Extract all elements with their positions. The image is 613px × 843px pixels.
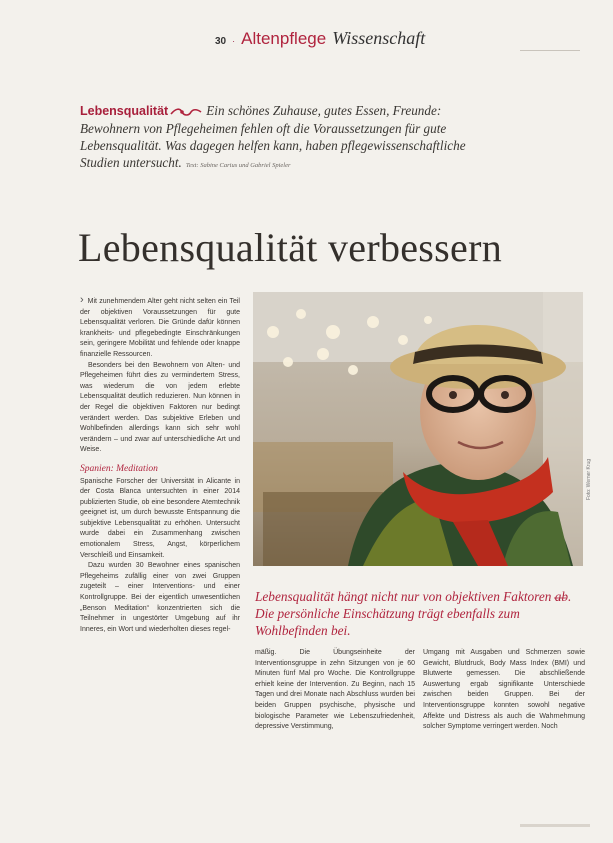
kicker: Lebensqualität: [80, 104, 169, 118]
portrait-photo: [253, 292, 583, 566]
paragraph-4: Dazu wurden 30 Bewohner eines spanischen Pflegeheims zufällig einer von zwei Gruppen zugeteilt – einer Interventions- und einer Kontrollgruppe. Bei der eigentlich unwesentlichen „Benson Meditation“ konzentrierten sich die Teilnehmer in ungestörter Umgebung auf ihr Inneres, ein Wort und wiederholten dieses regel-: [80, 562, 240, 633]
header-rule: [520, 50, 580, 51]
column-3: [423, 648, 585, 733]
column-2-text: mäßig. Die Übungseinheite der Interventionsgruppe in zehn Sitzungen von je 60 Minuten fünf Mal pro Woche. Die Kontrollgruppe erhielt keine der Intervention. Zu Beginn, nach 15 Tagen und drei Monate nach Abschluss wurden bei beiden Gruppen psychische, physische und biologische Parameter wie Lebenszufriedenheit, depressive Verstimmung,: [255, 649, 415, 731]
pull-quote: Lebensqualität hängt nicht nur von objektiven Faktoren ab. Die persönliche Einschätzung trägt ebenfalls zum Wohlbefinden bei.: [255, 589, 572, 638]
quote-dash-icon: [553, 595, 567, 601]
column-1: [80, 295, 240, 635]
column-2: [255, 648, 415, 733]
article-title: Lebensqualität verbessern: [78, 225, 503, 270]
subsection-name: Wissenschaft: [332, 28, 426, 48]
paragraph-3: Spanische Forscher der Universität in Alicante in der Costa Blanca untersuchten in einer 2014 publizierten Studie, ob eine besondere Atemtechnik geeignet ist, um durch bewusste Entspannung die subjektive Lebensqualität zu erhöhen. Untersucht wurde dabei ein Zusammenhang zwischen emotionalem Stress, Angst, körperlichem Verschleiß und Einsamkeit.: [80, 477, 240, 559]
section-name: Altenpflege: [241, 29, 327, 48]
arrow-icon: ›: [80, 294, 84, 306]
footer-mark: [520, 824, 590, 827]
paragraph-1: › Mit zunehmendem Alter geht nicht selten ein Teil der objektiven Voraussetzungen für gute Lebensqualität verloren. Die Gründe dafür können krankheits- und pflegebedingte Einschränkungen sein, geringere Mobilität und fehlende oder knappe finanzielle Ressourcen.: [80, 294, 240, 358]
header-separator: ·: [232, 36, 236, 46]
paragraph-2: Besonders bei den Bewohnern von Alten- und Pflegeheimen führt dies zu vermindertem Stress, was wiederum die von jedem erlebte Lebensqualität deutlich reduzieren. Nun können in der Regel die objektiven Faktoren nur bedingt verändert werden. Das subjektive Erleben und Wohlbefinden allerdings kann sich sehr wohl verändern – und zwar auf unterschiedliche Art und Weise.: [80, 361, 240, 454]
swirl-ornament-icon: [170, 107, 202, 117]
intro-teaser: [80, 102, 500, 174]
photo-credit: Foto: Werner Krug: [586, 458, 592, 500]
page-number: 30: [215, 36, 227, 47]
column-3-text: Umgang mit Ausgaben und Schmerzen sowie Gewicht, Blutdruck, Body Mass Index (BMI) und Blutwerte gemessen. Die abschließende Auswertung ergab signifikante Unterschiede zwischen beiden Gruppen. Bei der Interventionsgruppe konnten sowohl negative Affekte und Distress als auch die Wahrnehmung solcher Symptome verringert werden. Noch: [423, 649, 585, 731]
intro-text: Ein schönes Zuhause, gutes Essen, Freunde: Bewohnern von Pflegeheimen fehlen oft die Voraussetzungen für gute Lebensqualität. Was dagegen helfen kann, haben pflegewissenschaftliche Studien untersucht.: [80, 103, 466, 170]
page-header: [215, 28, 425, 54]
byline: Text: Sabine Carius und Gabriel Spieler: [185, 162, 291, 169]
photo-illustration: [253, 292, 583, 566]
subheading: Spanien: Meditation: [80, 463, 158, 474]
